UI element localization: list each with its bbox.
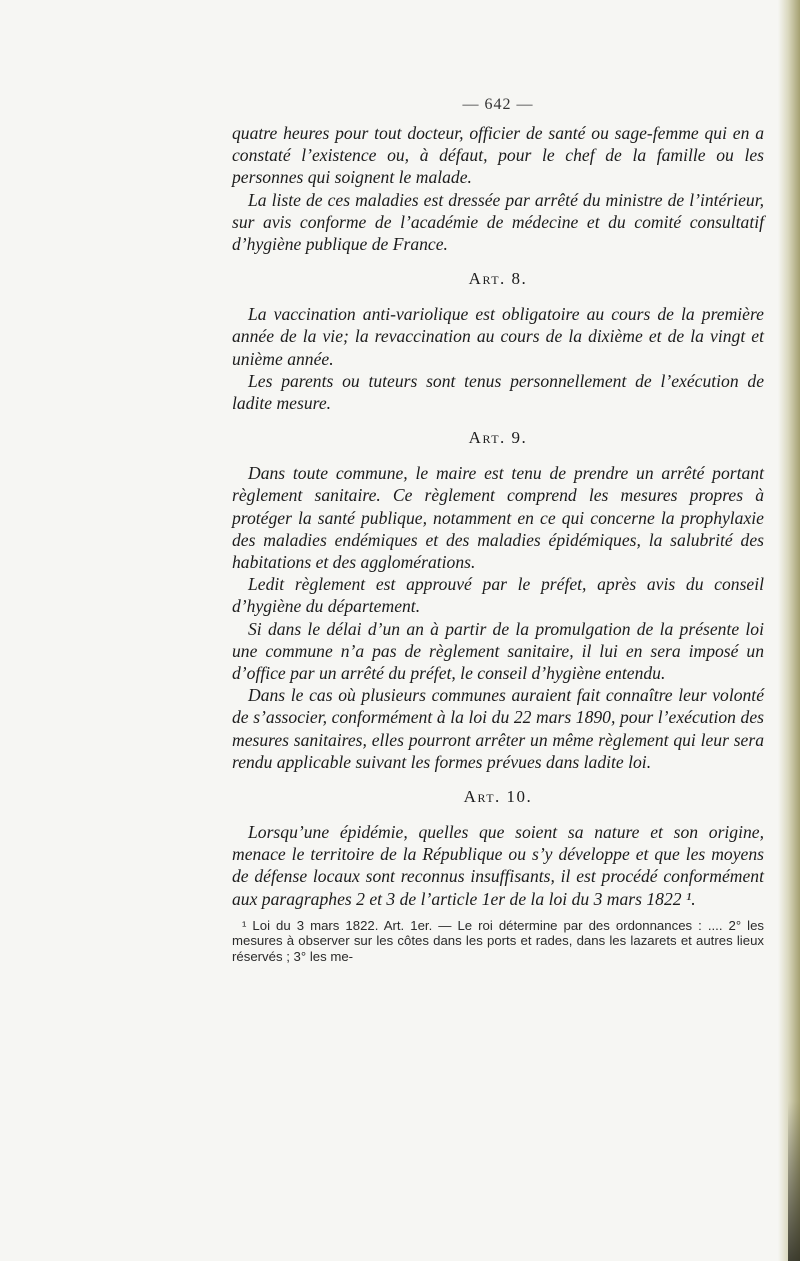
page-edge-shadow xyxy=(778,0,800,1261)
paragraph-delai-un-an: Si dans le délai d’un an à partir de la promulgation de la présente loi une commune n’a pas de règlement sanitaire, il lui en sera imposé un d’office par un arrêté du préfet, le conseil d’hygiène entendu. xyxy=(232,618,764,684)
article-heading-9: Art. 9. xyxy=(468,428,528,448)
paragraph-vaccination: La vaccination anti-variolique est obligatoire au cours de la première année de la vie; la revaccination au cours de la dixième et de la vingt et unième année. xyxy=(232,304,764,369)
paragraph-parents-tuteurs: Les parents ou tuteurs sont tenus personnellement de l’exécution de ladite mesure. xyxy=(232,370,764,414)
article-heading-10: Art. 10. xyxy=(463,787,533,807)
footnote-text: ¹ Loi du 3 mars 1822. Art. 1er. — Le roi détermine par des ordonnances : .... 2° les mesures à observer sur les côtes dans les ports et rades, dans les lazarets et autres lieux réservés ; 3° les me- xyxy=(232,917,764,964)
paragraph-continued: quatre heures pour tout docteur, officier de santé ou sage-femme qui en a constaté l’existence ou, à défaut, pour le chef de la famille ou les personnes qui soignent le malade. xyxy=(232,123,764,188)
page-edge-dark xyxy=(788,1101,800,1261)
paragraph-liste-maladies: La liste de ces maladies est dressée par arrêté du ministre de l’intérieur, sur avis conforme de l’académie de médecine et du comité consultatif d’hygiène publique de France. xyxy=(232,189,764,255)
page-content xyxy=(232,96,764,964)
paragraph-approbation-prefet: Ledit règlement est approuvé par le préfet, après avis du conseil d’hygiène du département. xyxy=(232,574,764,617)
page-number: — 642 — xyxy=(462,96,534,113)
footnote xyxy=(232,918,764,965)
paragraph-reglement-sanitaire: Dans toute commune, le maire est tenu de prendre un arrêté portant règlement sanitaire. Ce règlement comprend les mesures propres à protéger la santé publique, notamment en ce qui concerne la prophylaxie des maladies endémiques et des maladies épidémiques, la salubrité des habitations et des agglomérations. xyxy=(232,463,764,573)
paragraph-communes-associees: Dans le cas où plusieurs communes auraient fait connaître leur volonté de s’associer, conformément à la loi du 22 mars 1890, pour l’exécution des mesures sanitaires, elles pourront arrêter un même règlement qui leur sera rendu applicable suivant les formes prévues dans ladite loi. xyxy=(232,685,764,772)
article-heading-8: Art. 8. xyxy=(468,269,528,289)
paragraph-epidemie: Lorsqu’une épidémie, quelles que soient sa nature et son origine, menace le territoire de la République ou s’y développe et que les moyens de défense locaux sont reconnus insuffisants, il est procédé conformément aux paragraphes 2 et 3 de l’article 1er de la loi du 3 mars 1822 ¹. xyxy=(232,822,764,909)
